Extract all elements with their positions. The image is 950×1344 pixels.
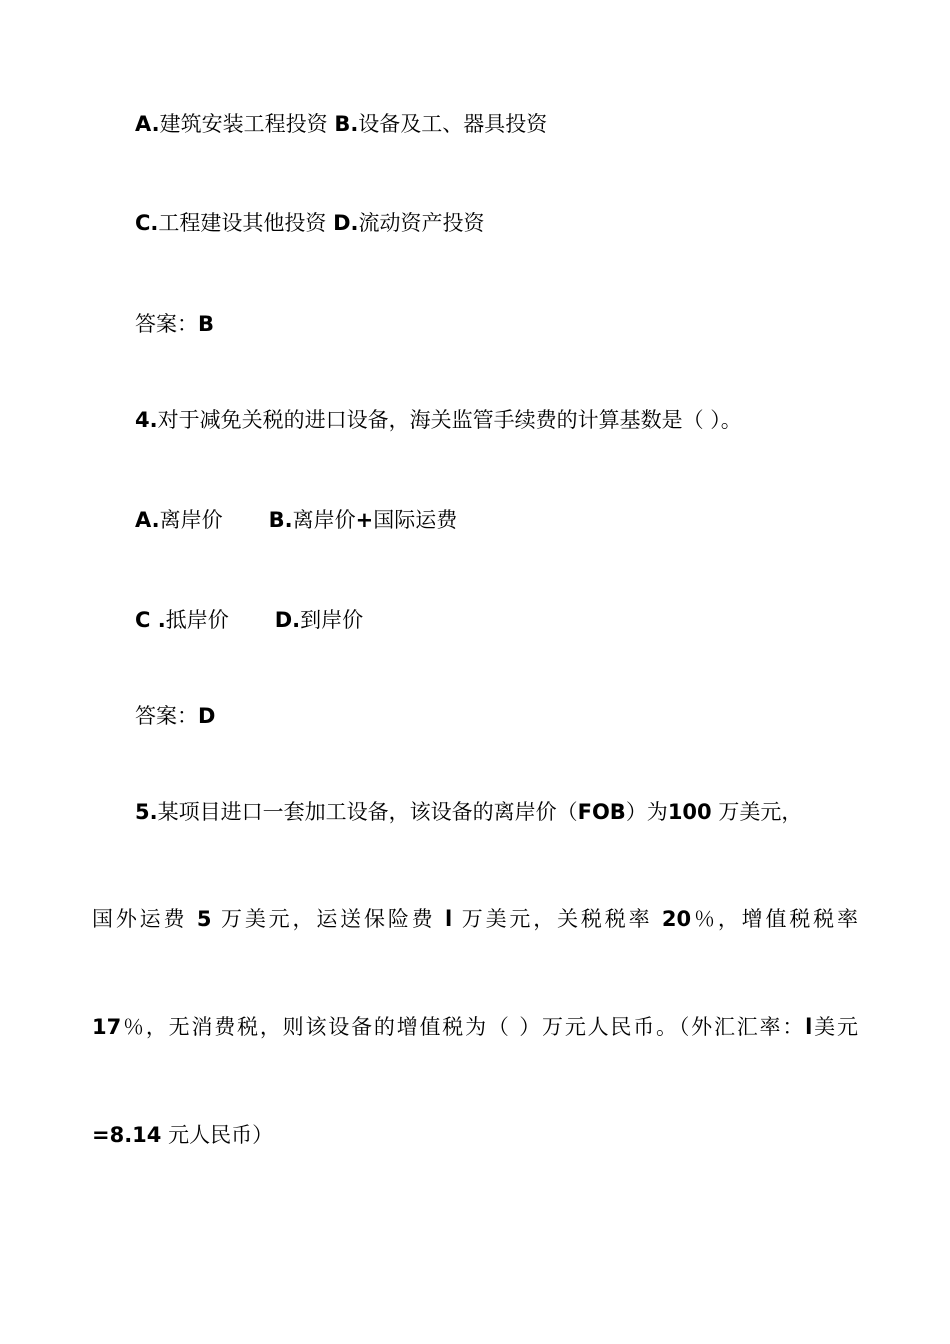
option-a-text: 离岸价 xyxy=(159,508,223,532)
option-a-label: A. xyxy=(135,112,160,136)
q5-text: 元人民币） xyxy=(161,1123,274,1147)
option-d-text: 流动资产投资 xyxy=(358,211,485,235)
value-17: 17 xyxy=(92,1015,122,1039)
q3-options-cd xyxy=(135,209,485,237)
option-b-label: B. xyxy=(334,112,359,136)
q4-stem xyxy=(135,406,742,434)
question-stem: 对于减免关税的进口设备，海关监管手续费的计算基数是（ ）。 xyxy=(157,408,742,432)
option-a-label: A. xyxy=(135,508,160,532)
q3-options-ab xyxy=(135,110,547,138)
value-20: 20 xyxy=(661,907,692,931)
option-b-text: 设备及工、器具投资 xyxy=(358,112,548,136)
q4-answer xyxy=(135,702,215,730)
value-1: l xyxy=(445,907,453,931)
option-c-text: 工程建设其他投资 xyxy=(158,211,327,235)
q5-text: ％，无消费税，则该设备的增值税为（ ）万元人民币。（外汇汇率： xyxy=(121,1015,806,1039)
option-a-text: 建筑安装工程投资 xyxy=(159,112,328,136)
answer-value: D xyxy=(198,704,216,728)
fob-term: FOB xyxy=(577,800,626,824)
q3-answer xyxy=(135,310,214,338)
q5-line-2 xyxy=(92,905,858,933)
q5-text: ）为 xyxy=(625,800,668,824)
q5-text: 某项目进口一套加工设备，该设备的离岸价（ xyxy=(157,800,578,824)
q5-text: ％，增值税税率 xyxy=(691,907,858,931)
option-d-label: D. xyxy=(274,608,301,632)
q4-options-ab xyxy=(135,506,457,534)
q5-line-3 xyxy=(92,1013,858,1041)
question-number: 5. xyxy=(135,800,158,824)
option-b-text-2: 国际运费 xyxy=(373,508,458,532)
q4-options-cd xyxy=(135,606,363,634)
answer-prefix: 答案： xyxy=(135,704,198,728)
q5-text: 万美元，运送保险费 xyxy=(211,907,446,931)
q5-text: 万美元， xyxy=(711,800,803,824)
value-5: 5 xyxy=(196,907,212,931)
option-b-text: 离岸价 xyxy=(292,508,356,532)
answer-value: B xyxy=(198,312,215,336)
option-d-text: 到岸价 xyxy=(300,608,364,632)
q5-text: 万美元，关税税率 xyxy=(452,907,662,931)
value-1: l xyxy=(805,1015,813,1039)
option-c-label: C. xyxy=(135,211,159,235)
option-d-label: D. xyxy=(333,211,359,235)
option-c-label: C . xyxy=(135,608,166,632)
value-100: 100 xyxy=(667,800,712,824)
q5-text: 国外运费 xyxy=(92,907,197,931)
question-number: 4. xyxy=(135,408,158,432)
plus-sign: + xyxy=(355,508,374,532)
q5-line-4 xyxy=(92,1121,273,1149)
exchange-rate-value: =8.14 xyxy=(92,1123,162,1147)
q5-line-1 xyxy=(135,798,802,826)
q5-text: 美元 xyxy=(812,1015,858,1039)
answer-prefix: 答案： xyxy=(135,312,198,336)
option-c-text: 抵岸价 xyxy=(165,608,229,632)
option-b-label: B. xyxy=(268,508,293,532)
